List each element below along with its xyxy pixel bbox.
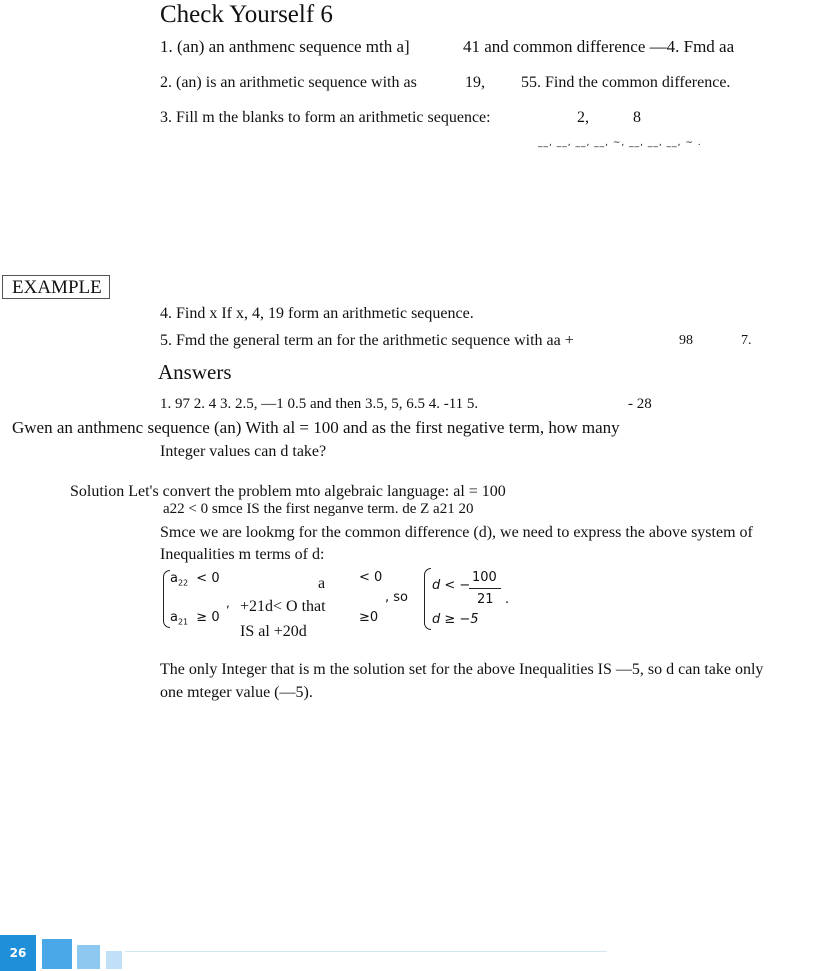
question-5: 5. Fmd the general term an for the arithmetic sequence with aa + [160,332,574,349]
left-brace-2 [424,568,431,630]
page-number: 26 [0,935,36,971]
solution-line-1: Solution Let's convert the problem mto algebraic language: al = 100 [70,483,506,500]
system-3-period: . [505,592,510,607]
system-1-comma: , [226,596,230,610]
solution-line-2: a22 < 0 smce IS the first neganve term. de Z a21 20 [163,501,474,517]
question-4: 4. Find x If x, 4, 19 form an arithmetic sequence. [160,305,474,322]
fraction-bar [469,588,501,589]
system-2-is: IS al +20d [240,623,307,640]
footer-rule [125,951,607,952]
fraction-denominator: 21 [477,592,494,607]
footer-square-2 [77,945,100,969]
system-1-bottom: $a_{21} \ge 0$ [170,610,220,627]
question-3-value-a: 2, [577,109,589,126]
system-2-ge: ≥0 [359,610,379,625]
question-1-cont: 41 and common difference —4. Fmd aa [463,37,735,56]
system-3-bottom: d ≥ −5 [432,612,479,627]
question-5-end: 7. [741,333,752,348]
system-2-a: a [318,575,326,592]
answers-list: 1. 97 2. 4 3. 2.5, —1 0.5 and then 3.5, 5, 6.5 4. -11 5. [160,396,479,412]
system-3-top: d < − [432,578,471,593]
fraction-numerator: 100 [472,570,497,585]
system-1-top: $a_{22} < 0$ [170,571,220,588]
example-label: EXAMPLE [2,275,110,299]
problem-statement: Gwen an anthmenc sequence (an) With al = 100 and as the first negative term, how many [12,418,620,437]
answers-list-end: - 28 [628,396,652,412]
question-5-value: 98 [679,333,693,348]
question-1: 1. (an) an anthmenc sequence mth a] [160,37,410,56]
footer-square-3 [106,951,122,969]
blank-line: __, __, __, __, ~, __, __, __, ~ . [538,138,702,148]
system-2-line: +21d< O that [240,598,326,615]
question-2-cont: 55. Find the common difference. [521,74,731,91]
solution-line-4: Inequalities m terms of d: [160,546,325,563]
system-2-lt: < 0 [359,570,383,585]
problem-statement-cont: Integer values can d take? [160,443,327,460]
solution-line-3: Smce we are lookmg for the common difference (d), we need to express the above system of [160,524,753,541]
question-2: 2. (an) is an arithmetic sequence with as [160,74,417,91]
so-word: , so [385,590,408,605]
question-3: 3. Fill m the blanks to form an arithmetic sequence: [160,109,491,126]
answers-heading: Answers [158,360,232,384]
question-3-value-b: 8 [633,109,641,126]
section-title: Check Yourself 6 [160,1,333,28]
conclusion-line-1: The only Integer that is m the solution set for the above Inequalities IS —5, so d can take only [160,661,764,678]
footer-square-1 [42,939,72,969]
conclusion-line-2: one mteger value (—5). [160,684,313,701]
left-brace-1 [163,570,170,628]
question-2-value: 19, [465,74,485,91]
